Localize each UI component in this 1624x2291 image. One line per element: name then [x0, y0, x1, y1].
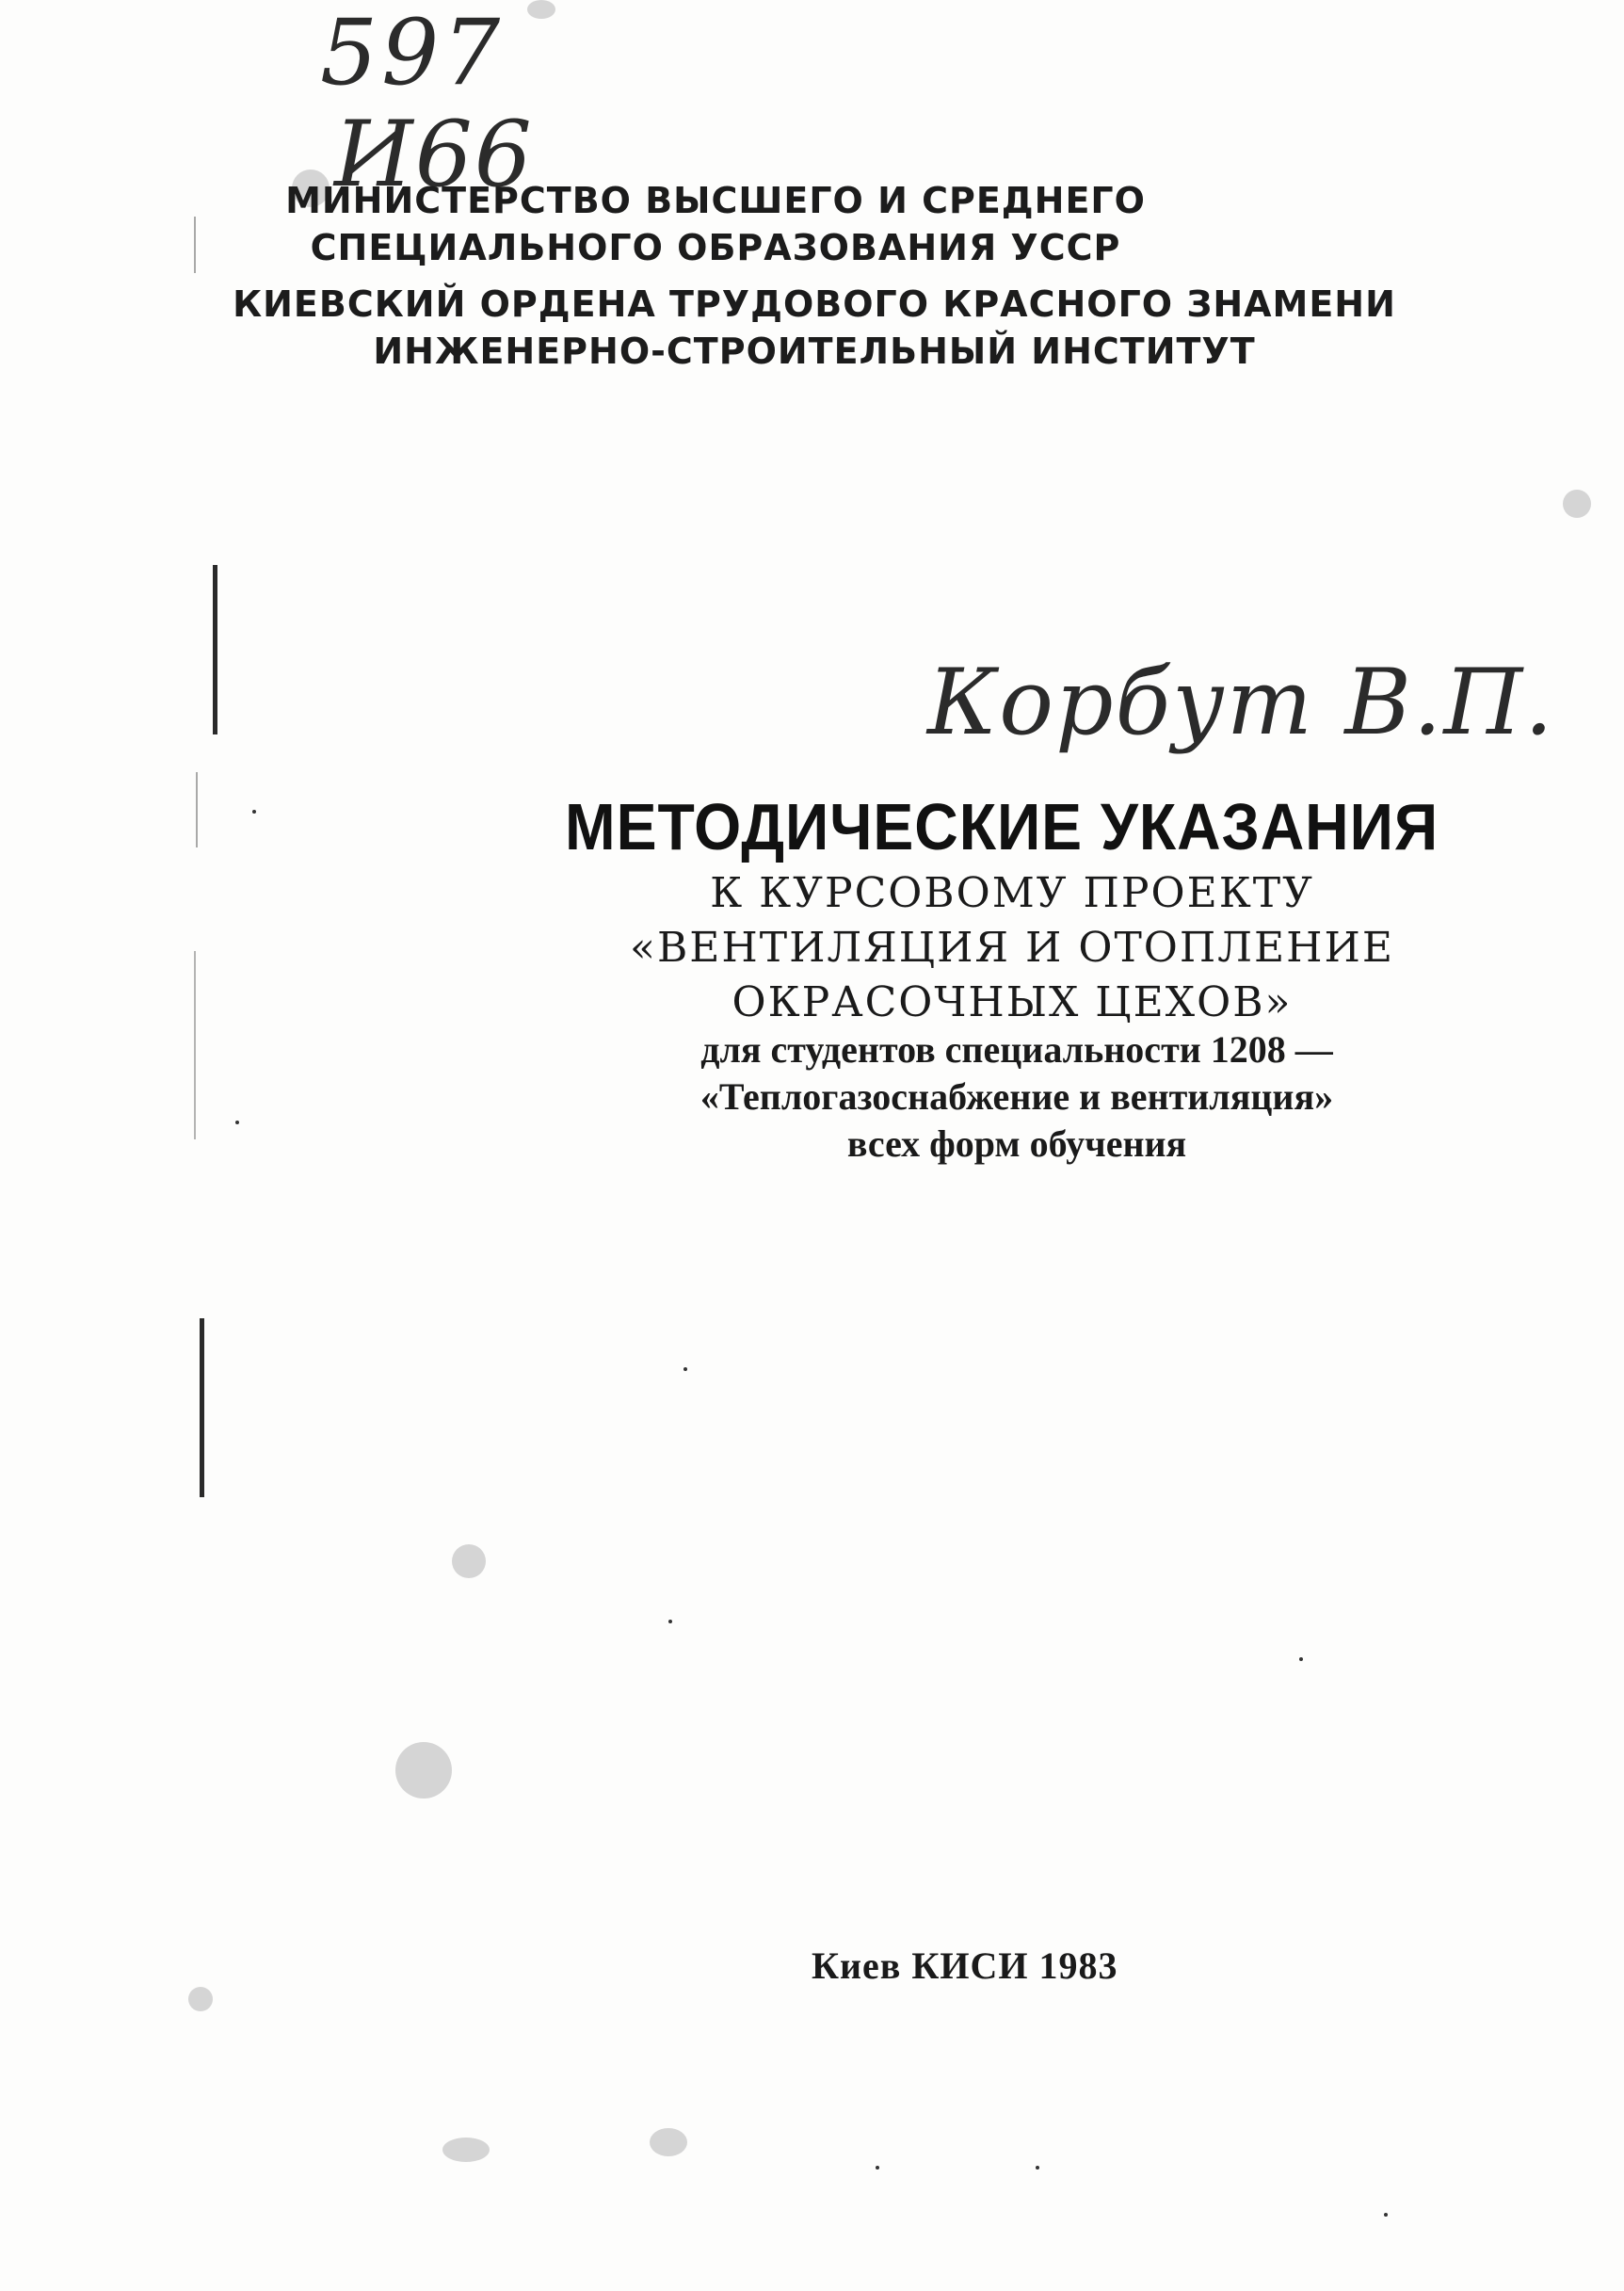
institute-line-1: КИЕВСКИЙ ОРДЕНА ТРУДОВОГО КРАСНОГО ЗНАМЕНИ — [233, 283, 1396, 325]
binding-stitch-3 — [194, 951, 196, 1139]
institute-heading — [198, 281, 1431, 375]
audience-note — [508, 1026, 1525, 1168]
course-line-1: К КУРСОВОМУ ПРОЕКТУ — [710, 869, 1314, 917]
shelf-mark-code: И66 — [334, 102, 534, 207]
ministry-heading — [198, 177, 1233, 271]
course-project-subtitle — [471, 866, 1553, 1030]
audience-line-3: всех форм обучения — [846, 1122, 1187, 1165]
speck — [650, 2128, 687, 2156]
dot — [876, 2166, 879, 2170]
binding-mark-bottom — [200, 1318, 204, 1497]
audience-line-2: «Теплогазоснабжение и вентиляция» — [699, 1075, 1334, 1118]
publication-imprint: Киев КИСИ 1983 — [812, 1944, 1118, 1987]
speck — [395, 1742, 452, 1799]
dot — [235, 1121, 239, 1124]
handwritten-signature: Корбут В.П. — [927, 650, 1555, 755]
course-line-3: ОКРАСОЧНЫХ ЦЕХОВ» — [732, 978, 1293, 1026]
speck — [1563, 490, 1591, 518]
course-line-2: «ВЕНТИЛЯЦИЯ И ОТОПЛЕНИЕ — [630, 924, 1394, 972]
speck — [452, 1544, 486, 1578]
dot — [1384, 2213, 1388, 2217]
dot — [1299, 1657, 1303, 1661]
dot — [668, 1620, 672, 1623]
dot — [683, 1367, 687, 1371]
speck — [442, 2138, 490, 2162]
dot — [1036, 2166, 1039, 2170]
dot — [252, 810, 256, 814]
shelf-mark-number: 597 — [320, 0, 505, 105]
binding-mark-top — [213, 565, 217, 734]
institute-line-2: ИНЖЕНЕРНО-СТРОИТЕЛЬНЫЙ ИНСТИТУТ — [373, 331, 1256, 372]
document-title: МЕТОДИЧЕСКИЕ УКАЗАНИЯ — [565, 790, 1439, 863]
speck — [188, 1987, 213, 2011]
ministry-line-2: СПЕЦИАЛЬНОГО ОБРАЗОВАНИЯ УССР — [310, 227, 1121, 268]
ministry-line-1: МИНИСТЕРСТВО ВЫСШЕГО И СРЕДНЕГО — [285, 180, 1146, 221]
speck — [527, 0, 555, 19]
binding-stitch-2 — [196, 772, 198, 847]
audience-line-1: для студентов специальности 1208 — — [700, 1028, 1333, 1071]
binding-stitch-1 — [194, 217, 196, 273]
